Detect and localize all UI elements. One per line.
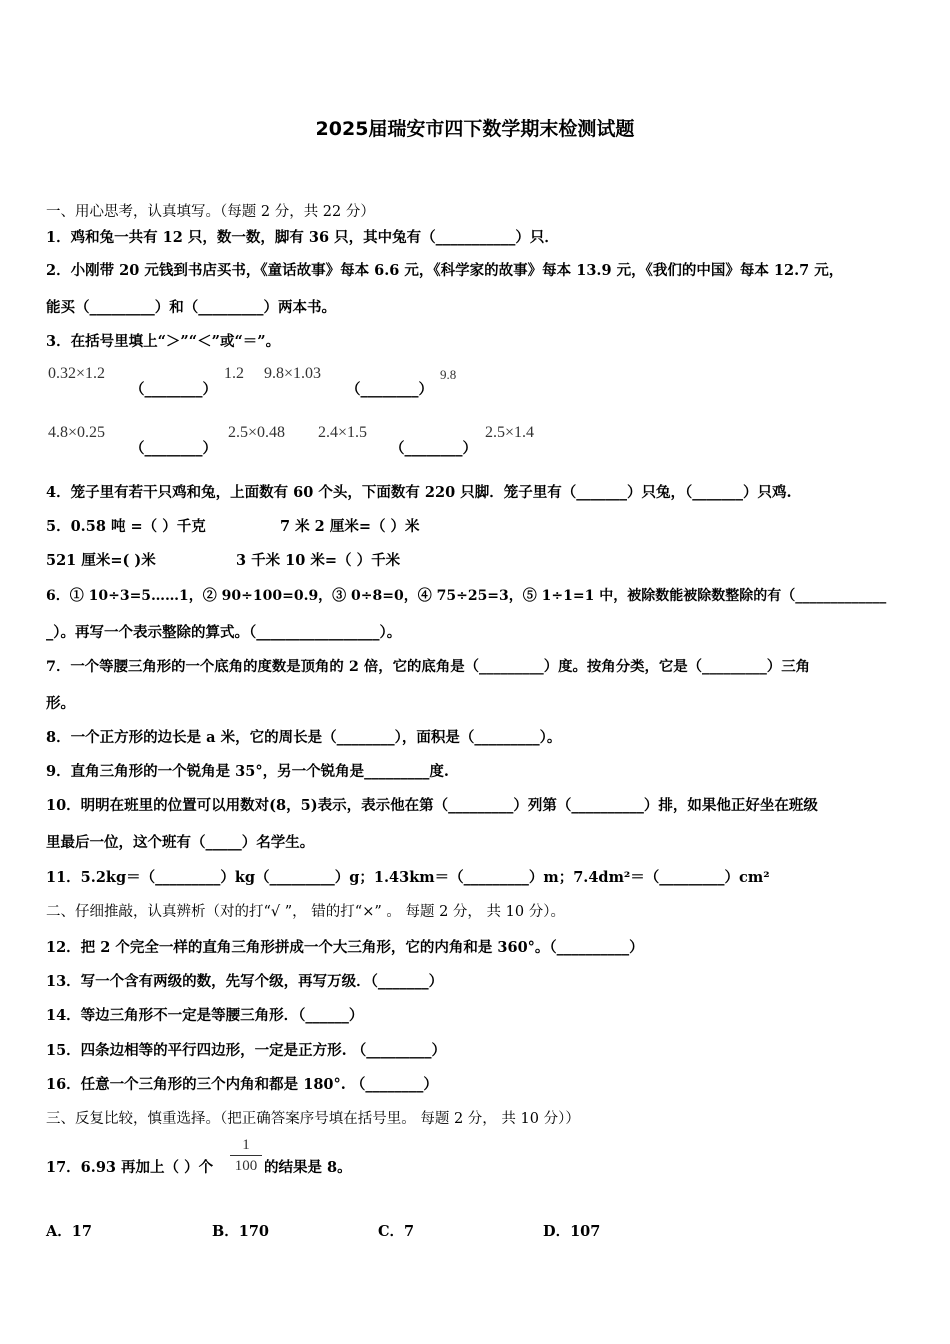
question-10-line-1: 10．明明在班里的位置可以用数对(8，5)表示，表示他在第（_________）列第（__________）排，如果他正好坐在班级 — [46, 797, 818, 814]
question-9: 9．直角三角形的一个锐角是 35°，另一个锐角是_________度. — [46, 763, 449, 780]
q3-blank-1: （________） — [130, 381, 217, 398]
fraction-denominator: 100 — [234, 1158, 258, 1174]
question-12: 12．把 2 个完全一样的直角三角形拼成一个大三角形，它的内角和是 360°。（__________） — [46, 939, 644, 956]
q3-expression-7: 2.4×1.5 — [318, 424, 368, 441]
question-5-part-d: 3 千米 10 米=（ ）千米 — [236, 552, 401, 569]
q3-expression-4: 9.8 — [440, 367, 457, 382]
question-16: 16．任意一个三角形的三个内角和都是 180°. （________） — [46, 1076, 438, 1093]
question-15: 15．四条边相等的平行四边形，一定是正方形. （_________） — [46, 1042, 447, 1059]
question-2-line-2: 能买（_________）和（_________）两本书。 — [46, 299, 336, 316]
question-7-line-1: 7．一个等腰三角形的一个底角的度数是顶角的 2 倍，它的底角是（_________）度。按角分类，它是（_________）三角 — [46, 658, 810, 675]
option-d: D．107 — [543, 1223, 601, 1240]
section-1-heading: 一、用心思考，认真填写。（每题 2 分，共 22 分） — [46, 204, 375, 220]
q3-expression-3: 9.8×1.03 — [264, 365, 322, 382]
q3-expression-1: 0.32×1.2 — [48, 365, 106, 382]
question-5-part-b: 7 米 2 厘米=（ ）米 — [280, 518, 420, 535]
question-17-suffix: 的结果是 8。 — [264, 1159, 352, 1176]
q3-expression-5: 4.8×0.25 — [48, 424, 106, 441]
option-b: B．170 — [212, 1223, 270, 1240]
q3-expression-6: 2.5×0.48 — [228, 424, 286, 441]
question-5-part-c: 521 厘米=( )米 — [46, 552, 156, 569]
fraction-bar — [230, 1155, 262, 1156]
question-13: 13．写一个含有两级的数，先写个级，再写万级．（_______） — [46, 973, 444, 990]
question-10-line-2: 里最后一位，这个班有（_____）名学生。 — [46, 834, 315, 851]
q3-expression-2: 1.2 — [224, 365, 244, 382]
question-4: 4．笼子里有若干只鸡和兔，上面数有 60 个头，下面数有 220 只脚．笼子里有（_______）只兔，（_______）只鸡. — [46, 484, 792, 501]
question-11: 11．5.2kg＝（_________）kg（_________）g；1.43km＝（_________）m；7.4dm²＝（_________）cm² — [46, 869, 770, 886]
page-title: 2025届瑞安市四下数学期末检测试题 — [315, 118, 635, 140]
q3-blank-2: （________） — [346, 381, 433, 398]
question-6-line-1: 6．① 10÷3=5……1，② 90÷100=0.9，③ 0÷8=0，④ 75÷25=3，⑤ 1÷1=1 中，被除数能被除数整除的有（_____________ — [46, 588, 887, 604]
question-14: 14．等边三角形不一定是等腰三角形．（______） — [46, 1007, 364, 1024]
fraction-numerator: 1 — [242, 1137, 250, 1153]
option-a: A．17 — [46, 1223, 92, 1240]
section-2-heading: 二、仔细推敲，认真辨析（对的打“√ ”， 错的打“×” 。 每题 2 分， 共 10 分）。 — [46, 904, 565, 920]
option-c: C．7 — [378, 1223, 415, 1240]
question-5-part-a: 5．0.58 吨 =（ ）千克 — [46, 518, 206, 535]
question-2-line-1: 2．小刚带 20 元钱到书店买书，《童话故事》每本 6.6 元，《科学家的故事》每本 13.9 元，《我们的中国》每本 12.7 元， — [46, 262, 844, 279]
question-7-line-2: 形。 — [46, 695, 75, 712]
question-17-prefix: 17．6.93 再加上（ ）个 — [46, 1159, 214, 1176]
question-1: 1．鸡和兔一共有 12 只，数一数，脚有 36 只，其中兔有（___________）只． — [46, 229, 559, 246]
q3-blank-4: （________） — [390, 440, 477, 457]
question-8: 8．一个正方形的边长是 a 米，它的周长是（________），面积是（_________）。 — [46, 729, 562, 746]
q3-expression-8: 2.5×1.4 — [485, 424, 535, 441]
question-6-line-2: _）。再写一个表示整除的算式。（_________________）。 — [46, 624, 402, 641]
fraction-one-hundredth — [230, 1136, 262, 1175]
question-3: 3．在括号里填上“＞”“＜”或“＝”。 — [46, 333, 281, 350]
q3-blank-3: （________） — [130, 440, 217, 457]
section-3-heading: 三、反复比较，慎重选择。（把正确答案序号填在括号里。 每题 2 分， 共 10 分）） — [46, 1111, 580, 1127]
